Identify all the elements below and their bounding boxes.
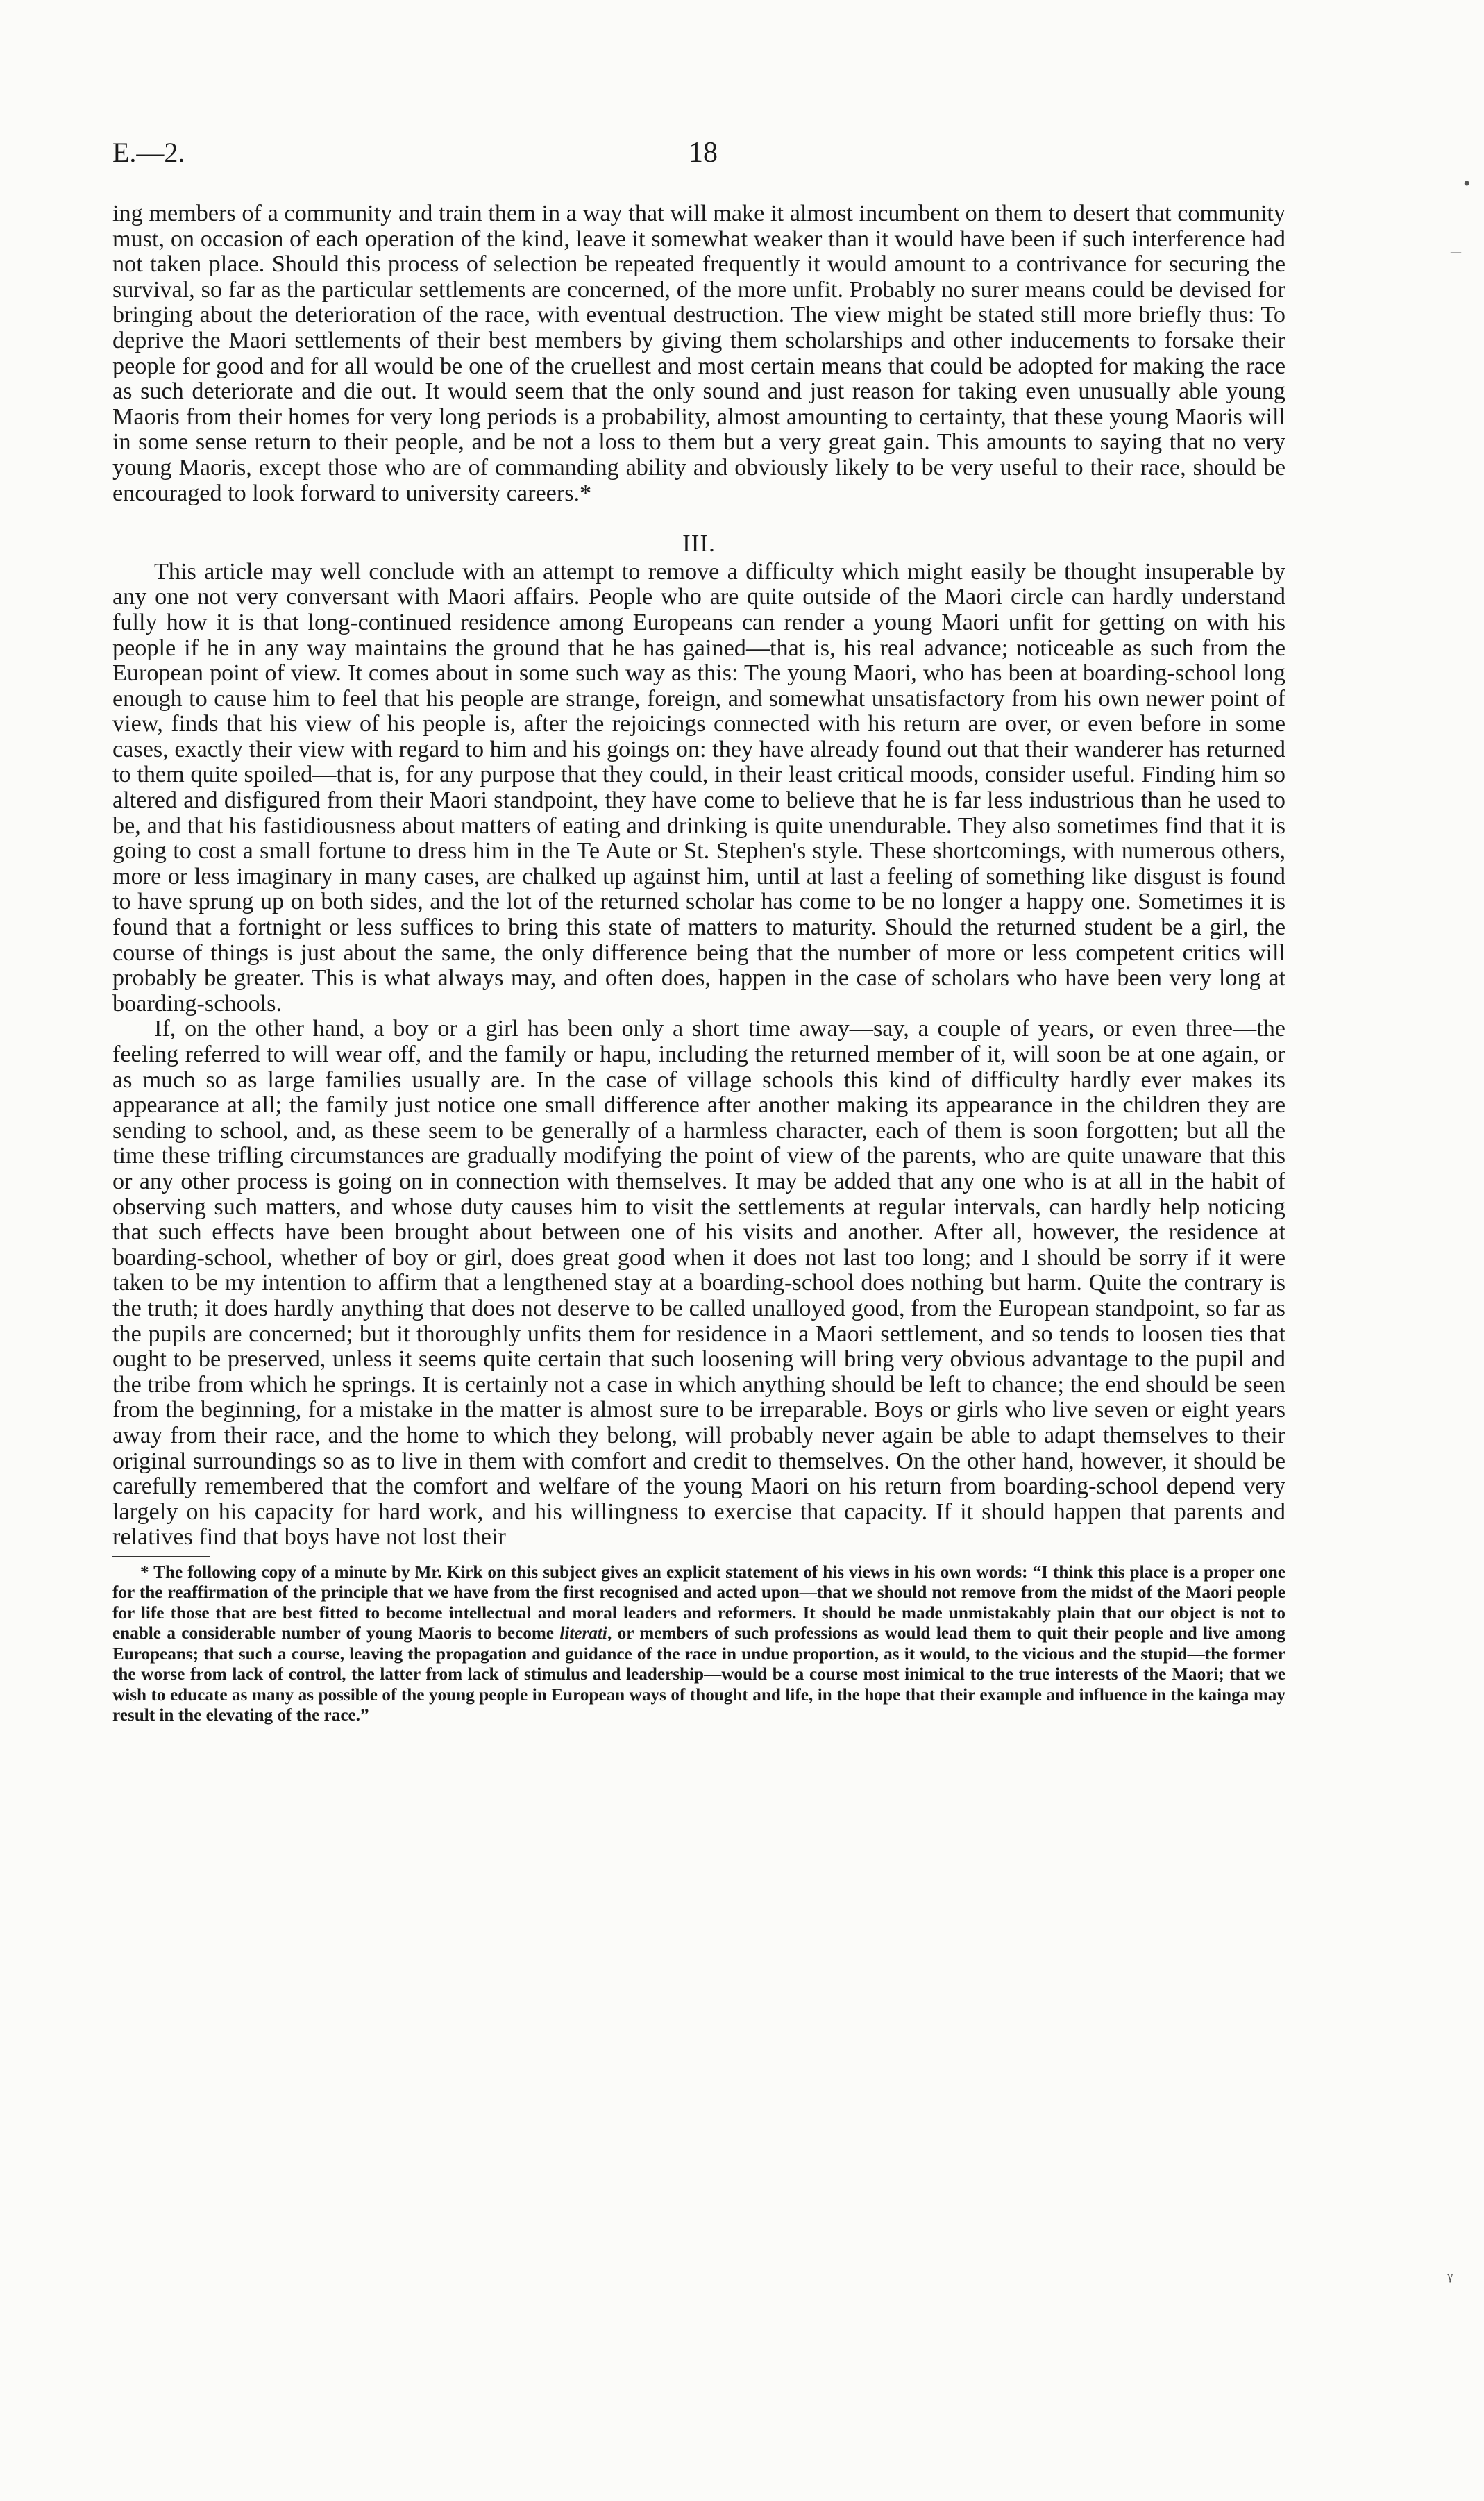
margin-dash-mark: – — [1451, 240, 1461, 262]
footnote-italic-term: literati — [559, 1624, 607, 1643]
section-heading: III. — [682, 530, 716, 558]
footnote-text-part-1: * The following copy of a minute by Mr. Kirk on this subject gives an explicit statement of his views in his own words: “I think this place is a proper one for the reaffirmation of the principle that we have from the first recognised and acted upon—that we should not remove from the midst of the Maori people for life those that are best fitted to become intellectual and moral leaders and reformers. It should be made unmistakably plain that our object is not to enable a considerable number of young Maoris to become — [112, 1562, 1285, 1643]
footnote — [112, 1562, 1285, 1726]
footnote-text — [112, 1562, 1285, 1726]
page-header — [112, 132, 1285, 181]
footnote-divider — [112, 1556, 210, 1557]
document-code: E.—2. — [112, 137, 185, 168]
section-paragraph-1: This article may well conclude with an attempt to remove a difficulty which might easily be thought insuperable by any one not very conversant with Maori affairs. People who are quite outside of the Maori circle can hardly understand fully how it is that long-continued residence among Europeans can render a young Maori unfit for getting on with his people if he in any way maintains the ground that he has gained—that is, his real advance; noticeable as such from the European point of view. It comes about in some such way as this: The young Maori, who has been at boarding-school long enough to cause him to feel that his people are strange, foreign, and somewhat unsatisfactory from his own newer point of view, finds that his view of his people is, after the rejoicings connected with his return are over, or even before in some cases, exactly their view with regard to him and his goings on: they have already found out that their wanderer has returned to them quite spoiled—that is, for any purpose that they could, in their least critical moods, consider useful. Finding him so altered and disfigured from their Maori standpoint, they have come to believe that he is far less industrious than he used to be, and that his fastidiousness about matters of eating and drinking is quite unendurable. They also sometimes find that it is going to cost a small fortune to dress him in the Te Aute or St. Stephen's style. These shortcomings, with numerous others, more or less imaginary in many cases, are chalked up against him, until at last a feeling of something like disgust is found to have sprung up on both sides, and the lot of the returned scholar has come to be no longer a happy one. Sometimes it is found that a fortnight or less suffices to bring this state of matters to maturity. Should the returned student be a girl, the course of things is just about the same, the only difference being that the number of more or less competent critics will probably be greater. This is what always may, and often does, happen in the case of scholars who have been very long at boarding-schools. — [112, 558, 1285, 1017]
document-page — [112, 132, 1285, 2493]
page-number: 18 — [689, 137, 718, 169]
paragraph-continued: ing members of a community and train them in a way that will make it almost incumbent on them to desert that community must, on occasion of each operation of the kind, leave it somewhat weaker than it would have been if such interference had not taken place. Should this process of selection be repeated frequently it would amount to a contrivance for securing the survival, so far as the particular settlements are concerned, of the more unfit. Probably no surer means could be devised for bringing about the deterioration of the race, with eventual destruction. The view might be stated still more briefly thus: To deprive the Maori settlements of their best members by giving them scholarships and other inducements to forsake their people for good and for all would be one of the cruellest and most certain means that could be adopted for making the race as such deteriorate and die out. It would seem that the only sound and just reason for taking even unusually able young Maoris from their homes for very long periods is a probability, almost amounting to certainty, that these young Maoris will in some sense return to their people, and be not a loss to them but a very great gain. This amounts to saying that no very young Maoris, except those who are of commanding ability and obviously likely to be very useful to their race, should be encouraged to look forward to university careers.* — [112, 201, 1285, 506]
section-paragraph-2: If, on the other hand, a boy or a girl has been only a short time away—say, a couple of years, or even three—the feeling referred to will wear off, and the family or hapu, including the returned member of it, will soon be at one again, or as much so as large families usually are. In the case of village schools this kind of difficulty hardly ever makes its appearance at all; the family just notice one small difference after another making its appearance in the children they are sending to school, and, as these seem to be generally of a harmless character, each of them is soon forgotten; but all the time these trifling circumstances are gradually modifying the point of view of the parents, who are quite unaware that this or any other process is going on in connection with themselves. It may be added that any one who is at all in the habit of observing such matters, and whose duty causes him to visit the settlements at regular intervals, can hardly help noticing that such effects have been brought about between one of his visits and another. After all, however, the residence at boarding-school, whether of boy or girl, does great good when it does not last too long; and I should be sorry if it were taken to be my intention to affirm that a lengthened stay at a boarding-school does nothing but harm. Quite the contrary is the truth; it does hardly anything that does not deserve to be called unalloyed good, from the European standpoint, so far as the pupils are concerned; but it thoroughly unfits them for residence in a Maori settlement, and so tends to loosen ties that ought to be preserved, unless it seems quite certain that such loosening will bring very obvious advantage to the pupil and the tribe from which he springs. It is certainly not a case in which anything should be left to chance; the end should be seen from the beginning, for a mistake in the matter is almost sure to be irreparable. Boys or girls who live seven or eight years away from their race, and the home to which they belong, will probably never again be able to adapt themselves to their original surroundings so as to live in them with comfort and credit to themselves. On the other hand, however, it should be carefully remembered that the comfort and welfare of the young Maori on his return from boarding-school depend very largely on his capacity for hard work, and his willingness to exercise that capacity. If it should happen that parents and relatives find that boys have not lost their — [112, 1016, 1285, 1550]
footnote-text-part-2: , or members of such professions as would lead them to quit their people and live among Europeans; that such a course, leaving the propagation and guidance of the race in undue proportion, as it would, to the vicious and the stupid—the former the worse from lack of control, the latter from lack of stimulus and leadership—would be a course most inimical to the true interests of the Maori; that we wish to educate as many as possible of the young people in European ways of thought and life, in the hope that their example and influence in the kainga may result in the elevating of the race.” — [112, 1624, 1285, 1725]
margin-dot-mark: • — [1463, 172, 1471, 195]
margin-tick-mark: ᵧ — [1447, 2260, 1453, 2283]
body-text — [112, 201, 1285, 1550]
